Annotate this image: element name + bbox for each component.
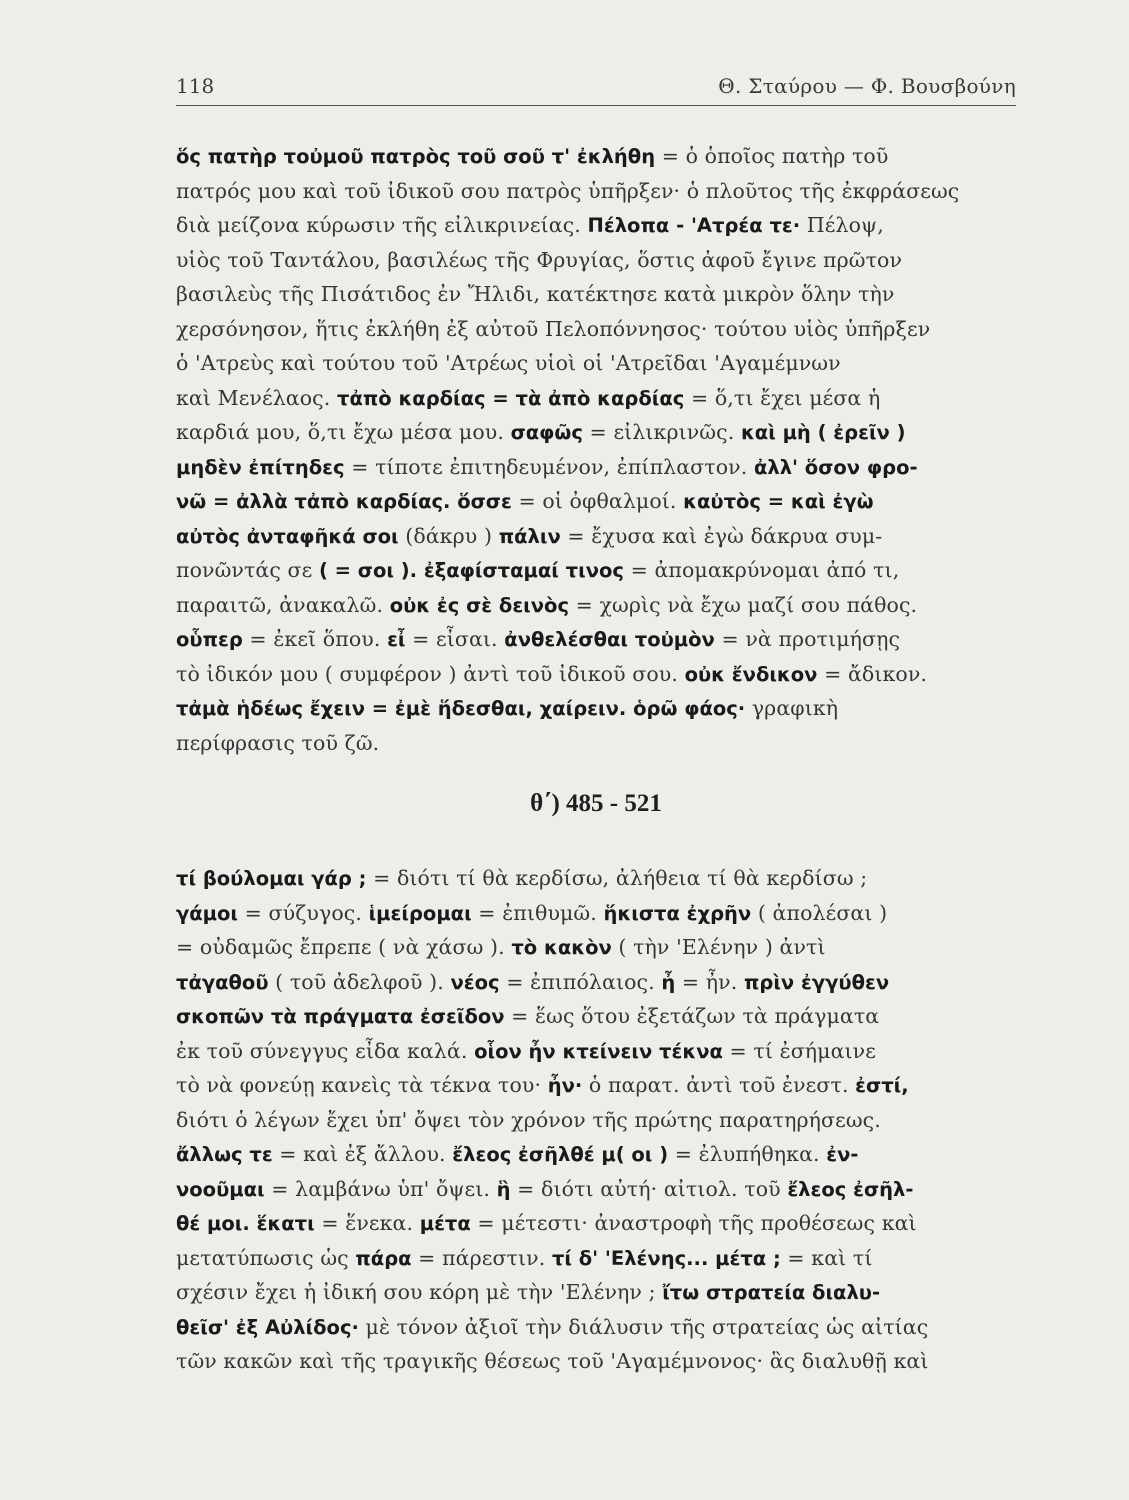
lemma-bold: οὐκ ἔνδικον — [684, 662, 818, 686]
gloss-text: = λαμβάνω ὑπ' ὄψει. — [264, 1176, 497, 1201]
gloss-text: παραιτῶ, ἀνακαλῶ. — [176, 592, 390, 617]
lemma-bold: οὐκ ἐς σὲ δεινὸς — [389, 593, 570, 617]
lemma-bold: πρὶν ἐγγύθεν — [743, 970, 890, 994]
gloss-text: = ἐλυπήθηκα. — [668, 1142, 827, 1166]
lemma-bold: τὸ κακὸν — [511, 936, 612, 959]
gloss-text: = ἄδικον. — [817, 661, 928, 686]
gloss-text: ὁ παρατ. ἀντὶ τοῦ ἐνεστ. — [582, 1073, 856, 1097]
text-line — [176, 450, 1016, 485]
lemma-bold: πάρα — [355, 1246, 412, 1270]
text-line — [176, 277, 1016, 312]
gloss-text: υἱὸς τοῦ Ταντάλου, βασιλέως τῆς Φρυγίας, ὅστις ἀφοῦ ἔγινε πρῶτον — [176, 247, 903, 272]
lemma-bold: νοοῦμαι — [176, 1177, 265, 1201]
text-line — [176, 1241, 1016, 1276]
gloss-text: = καὶ ἐξ ἄλλου. — [272, 1142, 453, 1166]
gloss-text: διότι ὁ λέγων ἔχει ὑπ' ὄψει τὸν χρόνον τῆς πρώτης παρατηρήσεως. — [176, 1107, 881, 1132]
text-line — [176, 691, 1016, 726]
lemma-bold: ὅς πατὴρ τοὐμοῦ πατρὸς τοῦ σοῦ τ' ἐκλήθη — [176, 145, 656, 168]
lemma-bold: θεῖσ' ἐξ Αὐλίδος· — [176, 1315, 359, 1339]
text-line — [176, 553, 1016, 588]
lemma-bold: γάμοι — [176, 901, 239, 925]
gloss-text: = τίποτε ἐπιτηδευμένον, ἐπίπλαστον. — [344, 454, 754, 479]
text-line — [176, 174, 1016, 209]
lemma-bold: τἀγαθοῦ — [176, 970, 269, 994]
commentary-block-2 — [176, 861, 1016, 1379]
commentary-block-1 — [176, 139, 1016, 760]
gloss-text: τὸ ἰδικόν μου ( συμφέρον ) ἀντὶ τοῦ ἰδικοῦ σου. — [176, 661, 685, 686]
gloss-text: τὸ νὰ φονεύῃ κανεὶς τὰ τέκνα του· — [176, 1073, 548, 1097]
gloss-text: διὰ μείζονα κύρωσιν τῆς εἰλικρινείας. — [176, 213, 588, 237]
gloss-text: = εἰλικρινῶς. — [582, 420, 741, 444]
gloss-text: (δάκρυ ) — [398, 523, 499, 548]
lemma-bold: τί δ' 'Ελένης... μέτα ; — [551, 1246, 781, 1270]
lemma-bold: ἀλλ' ὅσον φρο- — [753, 455, 918, 479]
text-line — [176, 657, 1016, 692]
lemma-bold: ἥκιστα ἐχρῆν — [603, 901, 752, 925]
lemma-bold: μηδὲν ἐπίτηδες — [176, 455, 345, 479]
gloss-text: περίφρασις τοῦ ζῶ. — [176, 730, 380, 755]
text-line — [176, 415, 1016, 450]
gloss-text: = ὅ,τι ἔχει μέσα ἡ — [684, 385, 881, 410]
text-line — [176, 861, 1016, 896]
header-rule — [176, 105, 1016, 106]
text-line — [176, 1172, 1016, 1207]
gloss-text: μὲ τόνον ἀξιοῖ τὴν διάλυσιν τῆς στρατείας ὡς αἰτίας — [358, 1314, 929, 1339]
lemma-bold: τἀπὸ καρδίας = τὰ ἀπὸ καρδίας — [337, 386, 685, 410]
lemma-bold: ἐν- — [826, 1143, 859, 1166]
gloss-text: μετατύπωσις ὡς — [176, 1245, 356, 1270]
text-line — [176, 999, 1016, 1034]
text-line — [176, 965, 1016, 1000]
text-line — [176, 346, 1016, 381]
gloss-text: = ἦν. — [675, 969, 744, 994]
text-line — [176, 588, 1016, 623]
gloss-text: γραφικὴ — [745, 696, 839, 720]
lemma-bold: τἀμὰ ἡδέως ἔχειν = ἐμὲ ἥδεσθαι, χαίρειν. ὁρῶ φάος· — [176, 697, 746, 720]
gloss-text: = καὶ τί — [780, 1245, 873, 1270]
gloss-text: χερσόνησον, ἥτις ἐκλήθη ἐξ αὐτοῦ Πελοπόννησος· τούτου υἱὸς ὑπῆρξεν — [176, 316, 931, 341]
gloss-text: πονῶντάς σε — [176, 558, 319, 582]
lemma-bold: νῶ = ἀλλὰ τἀπὸ καρδίας. ὅσσε — [176, 490, 512, 513]
text-line — [176, 139, 1016, 174]
gloss-text: ( τοῦ ἀδελφοῦ ). — [268, 969, 451, 994]
section-heading: θ΄) 485 - 521 — [530, 790, 662, 817]
text-line — [176, 1310, 1016, 1345]
gloss-text: = ἐπιπόλαιος. — [499, 969, 662, 994]
text-line — [176, 1034, 1016, 1069]
lemma-bold: ἄλλως τε — [176, 1143, 273, 1166]
lemma-bold: ( = σοι ). ἐξαφίσταμαί τινος — [318, 559, 624, 582]
gloss-text: = μέτεστι· ἀναστροφὴ τῆς προθέσεως καὶ — [470, 1211, 917, 1235]
lemma-bold: μέτα — [419, 1212, 471, 1235]
gloss-text: = ἀπομακρύνομαι ἀπό τι, — [623, 558, 900, 582]
lemma-bold: θέ μοι. ἕκατι — [176, 1212, 315, 1235]
lemma-bold: ἴτω στρατεία διαλυ- — [662, 1281, 881, 1304]
text-line — [176, 1103, 1016, 1138]
gloss-text: = ἕως ὅτου ἐξετάζων τὰ πράγματα — [504, 1004, 880, 1028]
lemma-bold: εἶ — [387, 628, 406, 651]
gloss-text: = ἐκεῖ ὅπου. — [242, 627, 388, 651]
gloss-text: = σύζυγος. — [238, 900, 369, 925]
lemma-bold: οὗπερ — [176, 628, 243, 651]
lemma-bold: πάλιν — [498, 524, 561, 548]
text-line — [176, 243, 1016, 278]
gloss-text: = ἐπιθυμῶ. — [471, 900, 604, 925]
gloss-text: ἐκ τοῦ σύνεγγυς εἶδα καλά. — [176, 1038, 475, 1063]
lemma-bold: οἷον ἦν κτείνειν τέκνα — [474, 1039, 723, 1063]
gloss-text: καὶ Μενέλαος. — [176, 385, 337, 410]
gloss-text: = οἱ ὀφθαλμοί. — [511, 489, 684, 513]
gloss-text: = ἕνεκα. — [314, 1211, 420, 1235]
gloss-text: ὁ 'Ατρεὺς καὶ τούτου τοῦ 'Ατρέως υἱοὶ οἱ 'Ατρεῖδαι 'Αγαμέμνων — [176, 351, 841, 375]
text-line — [176, 208, 1016, 243]
gloss-text: = χωρὶς νὰ ἔχω μαζί σου πάθος. — [569, 592, 918, 617]
lemma-bold: ἐστί, — [855, 1074, 909, 1097]
gloss-text: = ἔχυσα καὶ ἐγὼ δάκρυα συμ- — [560, 523, 883, 548]
lemma-bold: σκοπῶν τὰ πράγματα ἐσεῖδον — [176, 1005, 505, 1028]
lemma-bold: ἔλεος ἐσῆλ- — [787, 1177, 914, 1201]
gloss-text: ( τὴν 'Ελένην ) ἀντὶ — [611, 935, 826, 959]
text-line — [176, 622, 1016, 657]
text-line — [176, 896, 1016, 931]
gloss-text: = διότι τί θὰ κερδίσω, ἀλήθεια τί θὰ κερδίσω ; — [366, 866, 868, 890]
gloss-text: καρδιά μου, ὅ,τι ἔχω μέσα μου. — [176, 420, 511, 444]
gloss-text: = νὰ προτιμήσῃς — [714, 627, 901, 651]
text-line — [176, 519, 1016, 554]
text-line — [176, 484, 1016, 519]
gloss-text: = διότι αὐτή· αἰτιολ. τοῦ — [510, 1176, 788, 1201]
text-line — [176, 1068, 1016, 1103]
lemma-bold: καὶ μὴ ( ἐρεῖν ) — [740, 421, 906, 444]
page-number: 118 — [176, 74, 215, 98]
lemma-bold: ἣ — [496, 1177, 511, 1201]
lemma-bold: σαφῶς — [510, 421, 583, 444]
lemma-bold: ἔλεος ἐσῆλθέ μ( οι ) — [452, 1143, 669, 1166]
text-line — [176, 381, 1016, 416]
gloss-text: = πάρεστιν. — [411, 1245, 552, 1270]
gloss-text: = εἶσαι. — [405, 627, 505, 651]
text-line — [176, 1275, 1016, 1310]
text-line — [176, 312, 1016, 347]
text-line — [176, 930, 1016, 965]
lemma-bold: ἦ — [661, 970, 676, 994]
running-title: Θ. Σταύρου — Φ. Βουσβούνη — [718, 74, 1016, 98]
lemma-bold: αὐτὸς ἀνταφῆκά σοι — [176, 524, 399, 548]
gloss-text: ( ἀπολέσαι ) — [751, 900, 888, 925]
lemma-bold: ἀνθελέσθαι τοὐμὸν — [504, 628, 715, 651]
gloss-text: βασιλεὺς τῆς Πισάτιδος ἐν Ἤλιδι, κατέκτησε κατὰ μικρὸν ὅλην τὴν — [176, 282, 895, 306]
text-line — [176, 1344, 1016, 1379]
lemma-bold: ἦν· — [547, 1074, 583, 1097]
lemma-bold: τί βούλομαι γάρ ; — [176, 867, 367, 890]
lemma-bold: Πέλοπα - 'Ατρέα τε· — [587, 214, 801, 237]
text-line — [176, 726, 1016, 761]
gloss-text: = οὐδαμῶς ἔπρεπε ( νὰ χάσω ). — [176, 935, 512, 959]
gloss-text: σχέσιν ἔχει ἡ ἰδική σου κόρη μὲ τὴν 'Ελένην ; — [176, 1280, 663, 1304]
lemma-bold: καὐτὸς = καὶ ἐγὼ — [683, 490, 874, 513]
gloss-text: = ὁ ὁποῖος πατὴρ τοῦ — [655, 144, 889, 168]
lemma-bold: ἱμείρομαι — [368, 901, 472, 925]
gloss-text: τῶν κακῶν καὶ τῆς τραγικῆς θέσεως τοῦ 'Αγαμέμνονος· ἃς διαλυθῇ καὶ — [176, 1349, 929, 1373]
gloss-text: = τί ἐσήμαινε — [722, 1038, 876, 1063]
gloss-text: πατρός μου καὶ τοῦ ἰδικοῦ σου πατρὸς ὑπῆρξεν· ὁ πλοῦτος τῆς ἐκφράσεως — [176, 178, 960, 203]
text-line — [176, 1137, 1016, 1172]
gloss-text: Πέλοψ, — [800, 213, 884, 237]
text-line — [176, 1206, 1016, 1241]
lemma-bold: νέος — [450, 970, 500, 994]
